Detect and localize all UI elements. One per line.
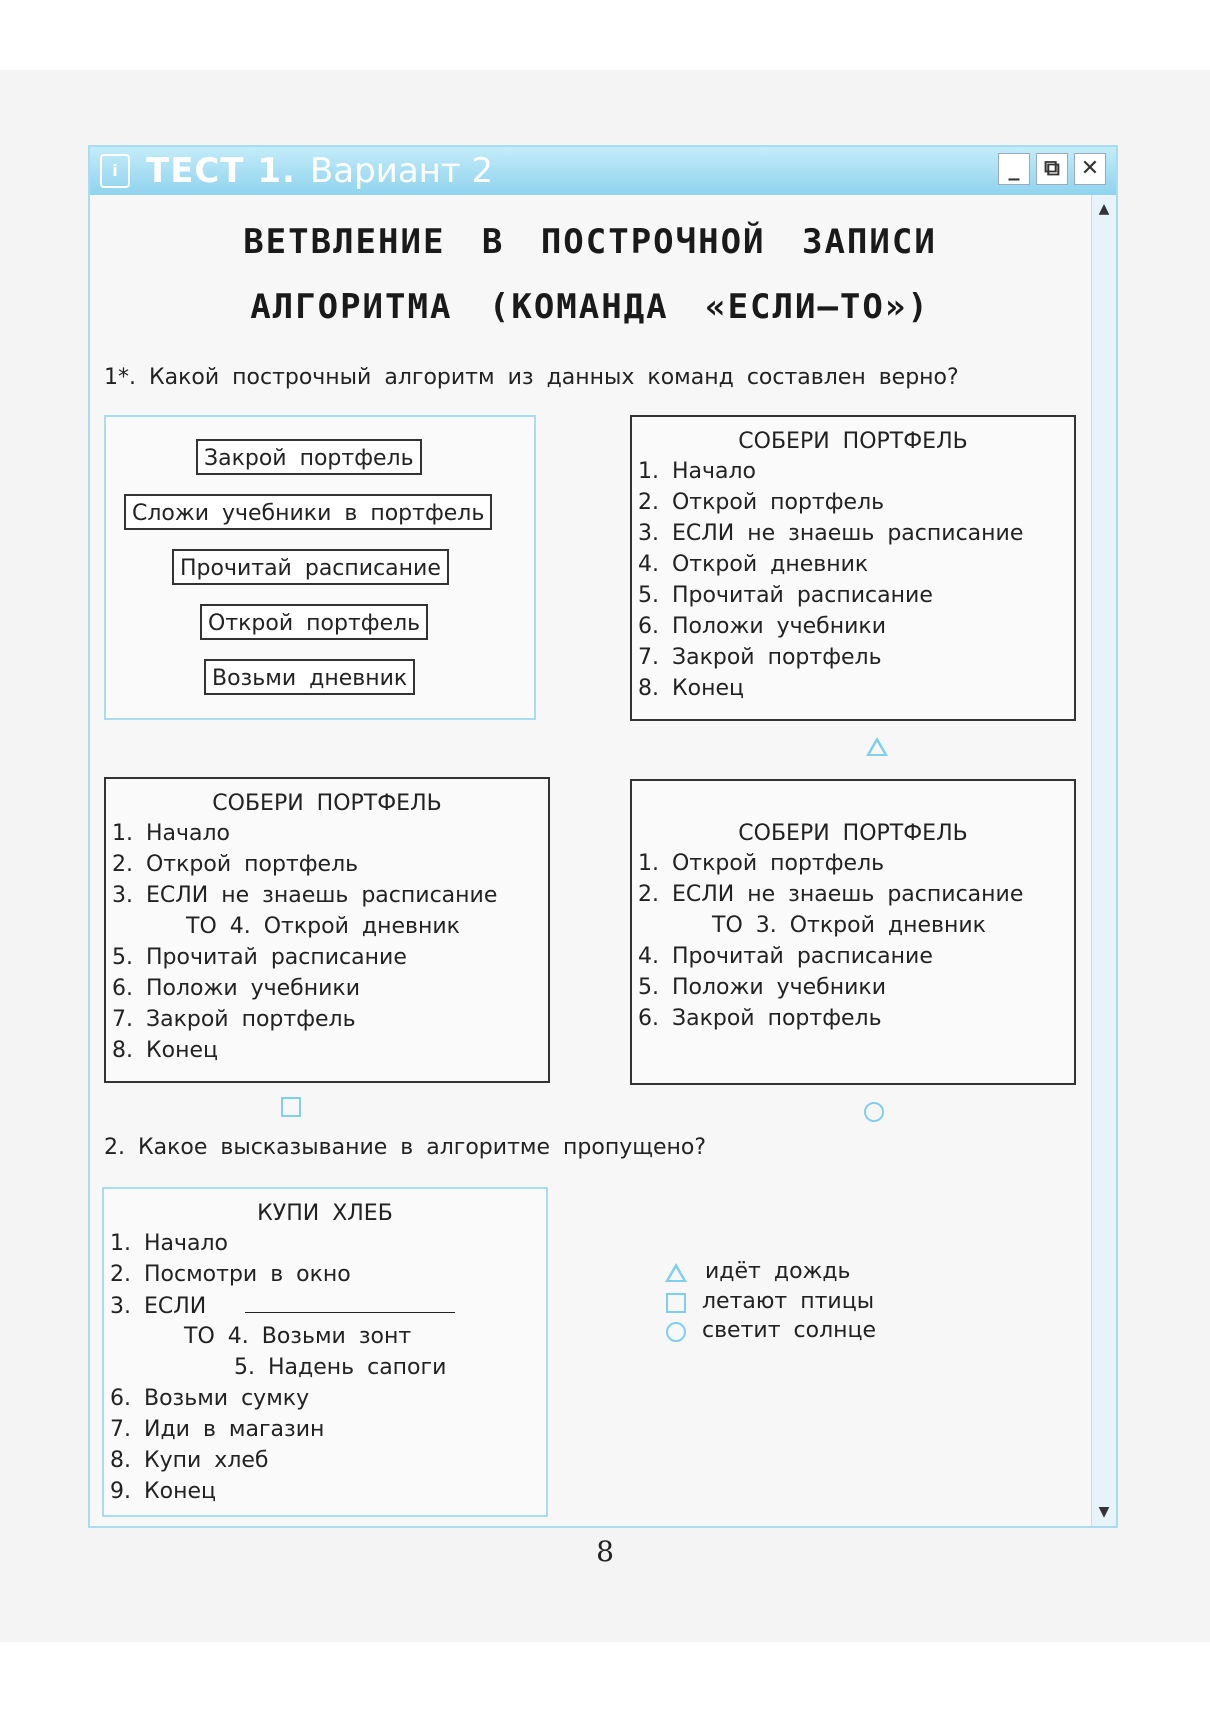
algorithm-line: 5. Прочитай расписание	[638, 583, 933, 608]
answer-triangle-icon[interactable]	[866, 737, 888, 756]
algorithm-line: 6. Закрой портфель	[638, 1006, 882, 1031]
algorithm-title: СОБЕРИ ПОРТФЕЛЬ	[738, 821, 968, 846]
algorithm-line: 2. Открой портфель	[638, 490, 885, 515]
algorithm-line	[104, 1290, 546, 1321]
command-item: Закрой портфель	[196, 439, 422, 475]
algorithm-line: 3. ЕСЛИ не знаешь расписание	[112, 883, 498, 908]
option-sun[interactable]: светит солнце	[702, 1318, 877, 1343]
heading-line-2: АЛГОРИТМА (КОМАНДА «ЕСЛИ–ТО»)	[250, 287, 930, 327]
command-item: Сложи учебники в портфель	[124, 494, 492, 530]
close-icon[interactable]: ✕	[1074, 153, 1106, 185]
window-controls	[998, 153, 1106, 185]
answer-circle-icon[interactable]	[864, 1102, 884, 1122]
window-title: ТЕСТ 1.	[146, 151, 296, 191]
algorithm-line: 2. Посмотри в окно	[110, 1262, 351, 1287]
algorithm-line: 4. Прочитай расписание	[638, 944, 933, 969]
option-birds[interactable]: летают птицы	[702, 1289, 875, 1314]
minimize-icon[interactable]: _	[998, 153, 1030, 185]
commands-box	[104, 415, 536, 720]
vertical-scrollbar[interactable]	[1091, 195, 1116, 1526]
algorithm-line: 8. Конец	[638, 676, 744, 701]
option-rain[interactable]: идёт дождь	[705, 1259, 851, 1284]
algorithm-line: 8. Купи хлеб	[110, 1448, 269, 1473]
algorithm-box-a	[630, 415, 1076, 721]
option-triangle-icon[interactable]	[665, 1263, 687, 1282]
algorithm-box-c	[630, 779, 1076, 1085]
scroll-down-icon[interactable]: ▼	[1098, 1504, 1110, 1520]
algorithm-line: 1. Открой портфель	[638, 851, 885, 876]
restore-icon[interactable]: ⧉	[1036, 153, 1068, 185]
window-titlebar	[90, 147, 1116, 195]
heading-line-1: ВЕТВЛЕНИЕ В ПОСТРОЧНОЙ ЗАПИСИ	[243, 222, 937, 262]
command-item: Открой портфель	[200, 604, 428, 640]
window-subtitle: Вариант 2	[309, 151, 494, 191]
algorithm-box-b	[104, 777, 550, 1083]
command-item: Возьми дневник	[204, 659, 415, 695]
algorithm-line: ТО 3. Открой дневник	[712, 913, 986, 938]
algorithm-line: 5. Прочитай расписание	[112, 945, 407, 970]
algorithm-line: 2. Открой портфель	[112, 852, 359, 877]
test-window	[88, 145, 1118, 1528]
algorithm-line: 9. Конец	[110, 1479, 216, 1504]
algorithm-line: ТО 4. Открой дневник	[186, 914, 460, 939]
algorithm-line: 6. Положи учебники	[112, 976, 361, 1001]
algorithm-line: 7. Закрой портфель	[638, 645, 882, 670]
algorithm-line: 1. Начало	[110, 1231, 229, 1256]
algorithm-line: 8. Конец	[112, 1038, 218, 1063]
algorithm-title: КУПИ ХЛЕБ	[257, 1201, 393, 1226]
algorithm-line: 4. Открой дневник	[638, 552, 869, 577]
algorithm-line: 1. Начало	[638, 459, 757, 484]
question-2: 2. Какое высказывание в алгоритме пропущено?	[104, 1135, 706, 1160]
option-circle-icon[interactable]	[666, 1322, 686, 1342]
command-item: Прочитай расписание	[172, 549, 449, 585]
algorithm-line: 6. Положи учебники	[638, 614, 887, 639]
question-1: 1*. Какой построчный алгоритм из данных команд составлен верно?	[104, 365, 959, 390]
algorithm-box-bread	[102, 1187, 548, 1517]
algorithm-line: 5. Положи учебники	[638, 975, 887, 1000]
algorithm-line: 2. ЕСЛИ не знаешь расписание	[638, 882, 1024, 907]
algorithm-line: 6. Возьми сумку	[110, 1386, 310, 1411]
page-number: 8	[596, 1535, 614, 1568]
algorithm-line: 7. Закрой портфель	[112, 1007, 356, 1032]
option-square-icon[interactable]	[666, 1293, 686, 1313]
answer-square-icon[interactable]	[281, 1097, 301, 1117]
algorithm-line: 7. Иди в магазин	[110, 1417, 325, 1442]
missing-statement-blank[interactable]	[245, 1290, 455, 1313]
app-icon: i	[100, 154, 130, 188]
scroll-up-icon[interactable]: ▲	[1098, 201, 1110, 217]
algorithm-line: ТО 4. Возьми зонт	[184, 1324, 412, 1349]
algorithm-line: 5. Надень сапоги	[234, 1355, 447, 1380]
algorithm-line-text: 3. ЕСЛИ	[110, 1294, 207, 1319]
algorithm-line: 3. ЕСЛИ не знаешь расписание	[638, 521, 1024, 546]
algorithm-line: 1. Начало	[112, 821, 231, 846]
algorithm-title: СОБЕРИ ПОРТФЕЛЬ	[212, 791, 442, 816]
algorithm-title: СОБЕРИ ПОРТФЕЛЬ	[738, 429, 968, 454]
